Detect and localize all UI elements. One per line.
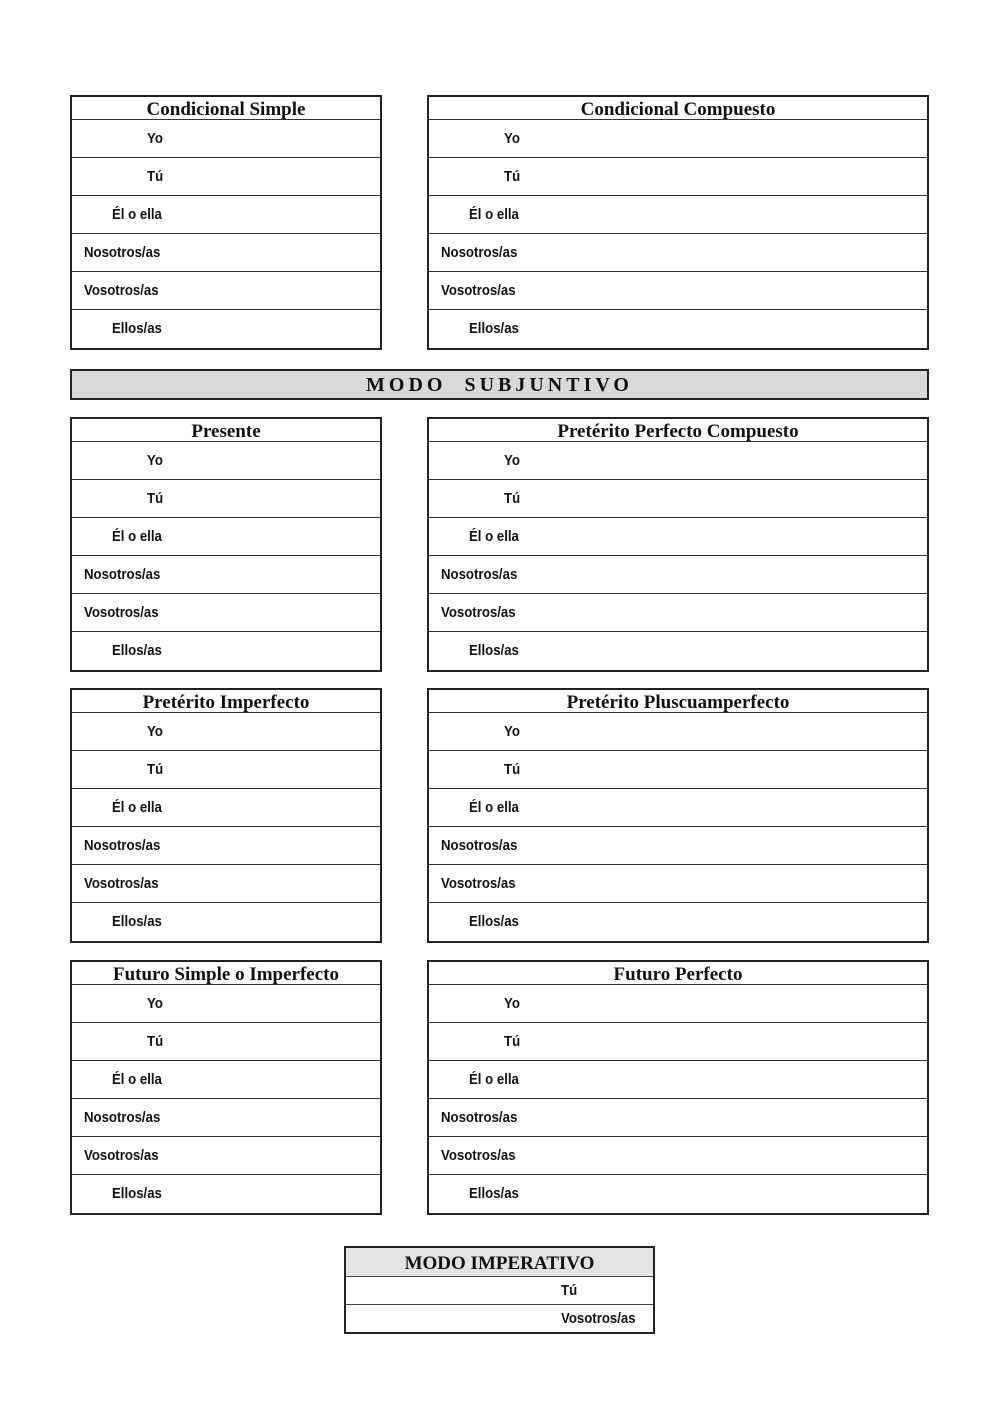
person-label: Tú: [147, 1033, 164, 1050]
person-label: Yo: [147, 452, 163, 469]
table-title: Presente: [72, 419, 380, 442]
person-label: Yo: [504, 723, 520, 740]
person-label: Yo: [504, 995, 520, 1012]
row-el-o-ella[interactable]: [429, 196, 927, 234]
futuro-simple-table: [70, 960, 382, 1215]
preterito-perfecto-compuesto-table: [427, 417, 929, 672]
row-nosotros[interactable]: [72, 827, 380, 865]
condicional-simple-table: [70, 95, 382, 350]
person-label: Vosotros/as: [84, 875, 159, 892]
person-label: Vosotros/as: [84, 282, 159, 299]
row-ellos[interactable]: [429, 903, 927, 941]
person-label: Nosotros/as: [441, 244, 518, 261]
row-nosotros[interactable]: [72, 1099, 380, 1137]
person-label: Nosotros/as: [441, 1109, 518, 1126]
preterito-pluscuamperfecto-table: [427, 688, 929, 943]
row-tu[interactable]: [429, 158, 927, 196]
person-label: Yo: [147, 995, 163, 1012]
row-vosotros[interactable]: [429, 865, 927, 903]
row-nosotros[interactable]: [72, 556, 380, 594]
row-tu[interactable]: [429, 1023, 927, 1061]
person-label: Vosotros/as: [441, 1147, 516, 1164]
condicional-compuesto-table: [427, 95, 929, 350]
row-el-o-ella[interactable]: [72, 196, 380, 234]
table-title: Futuro Perfecto: [429, 962, 927, 985]
person-label: Ellos/as: [112, 913, 162, 930]
table-title: Pretérito Perfecto Compuesto: [429, 419, 927, 442]
person-label: Nosotros/as: [84, 566, 161, 583]
table-title: Condicional Compuesto: [429, 97, 927, 120]
person-label: Él o ella: [469, 528, 519, 545]
person-label: Nosotros/as: [84, 837, 161, 854]
person-label: Nosotros/as: [84, 244, 161, 261]
row-yo[interactable]: [429, 120, 927, 158]
row-el-o-ella[interactable]: [72, 789, 380, 827]
futuro-perfecto-table: [427, 960, 929, 1215]
person-label: Ellos/as: [112, 1185, 162, 1202]
row-tu[interactable]: [429, 480, 927, 518]
row-ellos[interactable]: [72, 1175, 380, 1213]
person-label: Ellos/as: [469, 913, 519, 930]
row-ellos[interactable]: [72, 632, 380, 670]
row-tu[interactable]: [346, 1277, 653, 1305]
row-ellos[interactable]: [429, 310, 927, 348]
row-el-o-ella[interactable]: [429, 518, 927, 556]
row-tu[interactable]: [72, 158, 380, 196]
row-ellos[interactable]: [429, 1175, 927, 1213]
person-label: Él o ella: [469, 1071, 519, 1088]
table-title: Futuro Simple o Imperfecto: [72, 962, 380, 985]
person-label: Nosotros/as: [84, 1109, 161, 1126]
row-vosotros[interactable]: [346, 1305, 653, 1333]
person-label: Él o ella: [112, 206, 162, 223]
row-ellos[interactable]: [72, 903, 380, 941]
person-label: Vosotros/as: [441, 875, 516, 892]
modo-imperativo-table: [344, 1246, 655, 1334]
row-ellos[interactable]: [72, 310, 380, 348]
row-yo[interactable]: [72, 120, 380, 158]
person-label: Ellos/as: [469, 642, 519, 659]
row-yo[interactable]: [429, 713, 927, 751]
person-label: Él o ella: [112, 528, 162, 545]
person-label: Vosotros/as: [441, 282, 516, 299]
person-label: Tú: [147, 168, 164, 185]
row-nosotros[interactable]: [429, 1099, 927, 1137]
person-label: Yo: [504, 452, 520, 469]
row-nosotros[interactable]: [429, 827, 927, 865]
row-yo[interactable]: [429, 985, 927, 1023]
person-label: Tú: [504, 1033, 521, 1050]
person-label: Tú: [504, 168, 521, 185]
person-label: Ellos/as: [112, 642, 162, 659]
person-label: Ellos/as: [469, 1185, 519, 1202]
row-vosotros[interactable]: [429, 272, 927, 310]
presente-table: [70, 417, 382, 672]
row-tu[interactable]: [72, 751, 380, 789]
row-yo[interactable]: [72, 442, 380, 480]
row-vosotros[interactable]: [72, 272, 380, 310]
row-tu[interactable]: [429, 751, 927, 789]
person-label: Tú: [147, 761, 164, 778]
row-nosotros[interactable]: [429, 234, 927, 272]
modo-subjuntivo-banner: MODO SUBJUNTIVO: [70, 369, 929, 400]
person-label: Yo: [504, 130, 520, 147]
person-label: Nosotros/as: [441, 837, 518, 854]
row-tu[interactable]: [72, 480, 380, 518]
person-label: Él o ella: [112, 1071, 162, 1088]
row-vosotros[interactable]: [72, 865, 380, 903]
table-title: Pretérito Pluscuamperfecto: [429, 690, 927, 713]
row-nosotros[interactable]: [72, 234, 380, 272]
row-yo[interactable]: [429, 442, 927, 480]
person-label: Yo: [147, 723, 163, 740]
person-label: Vosotros/as: [84, 1147, 159, 1164]
preterito-imperfecto-table: [70, 688, 382, 943]
person-label: Yo: [147, 130, 163, 147]
person-label: Vosotros/as: [84, 604, 159, 621]
row-el-o-ella[interactable]: [72, 518, 380, 556]
row-tu[interactable]: [72, 1023, 380, 1061]
person-label: Él o ella: [469, 206, 519, 223]
row-vosotros[interactable]: [72, 1137, 380, 1175]
row-el-o-ella[interactable]: [429, 789, 927, 827]
person-label: Él o ella: [469, 799, 519, 816]
table-title: MODO IMPERATIVO: [346, 1248, 653, 1277]
person-label: Tú: [147, 490, 164, 507]
row-ellos[interactable]: [429, 632, 927, 670]
row-el-o-ella[interactable]: [72, 1061, 380, 1099]
person-label: Vosotros/as: [561, 1310, 636, 1327]
person-label: Vosotros/as: [441, 604, 516, 621]
table-title: Pretérito Imperfecto: [72, 690, 380, 713]
row-vosotros[interactable]: [429, 594, 927, 632]
row-nosotros[interactable]: [429, 556, 927, 594]
person-label: Nosotros/as: [441, 566, 518, 583]
row-vosotros[interactable]: [72, 594, 380, 632]
person-label: Tú: [561, 1282, 578, 1299]
person-label: Él o ella: [112, 799, 162, 816]
row-el-o-ella[interactable]: [429, 1061, 927, 1099]
row-yo[interactable]: [72, 985, 380, 1023]
row-vosotros[interactable]: [429, 1137, 927, 1175]
person-label: Tú: [504, 490, 521, 507]
person-label: Ellos/as: [469, 320, 519, 337]
table-title: Condicional Simple: [72, 97, 380, 120]
person-label: Ellos/as: [112, 320, 162, 337]
person-label: Tú: [504, 761, 521, 778]
row-yo[interactable]: [72, 713, 380, 751]
